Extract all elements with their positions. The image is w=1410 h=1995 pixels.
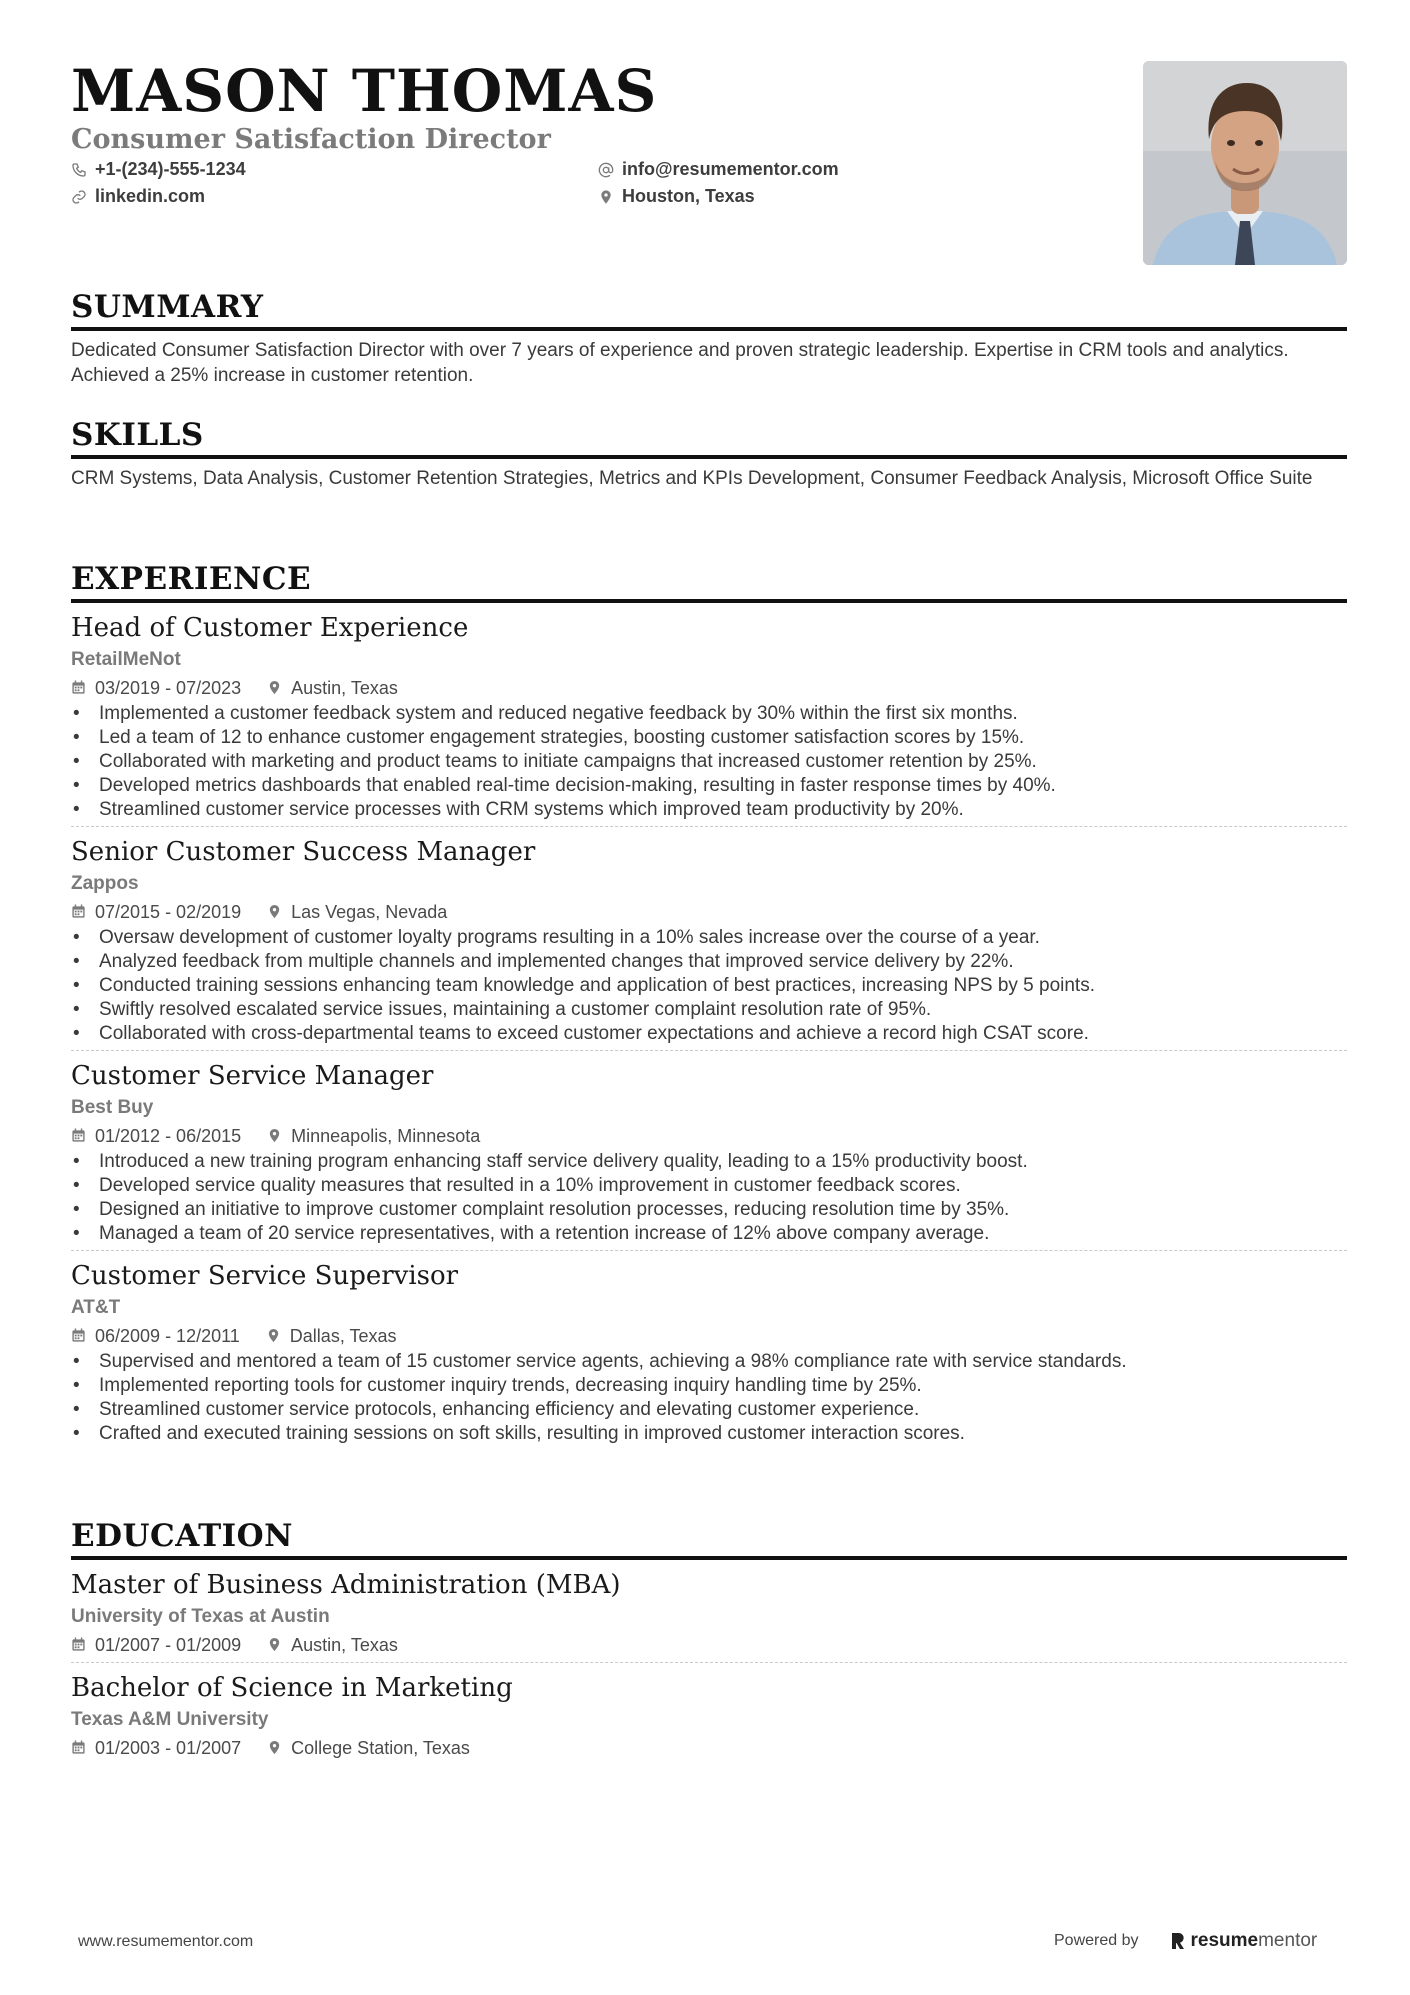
job-location: Austin, Texas	[291, 677, 398, 698]
date-range: 07/2015 - 02/2019	[95, 901, 242, 922]
education-section	[71, 1519, 1347, 1771]
achievement-item: • Streamlined customer service protocols, enhancing efficiency and elevating customer experience.	[71, 1398, 1347, 1422]
contact-phone[interactable]	[71, 159, 246, 180]
brand-logo[interactable]	[1169, 1930, 1318, 1952]
footer-website[interactable]: www.resumementor.com	[78, 1933, 254, 1950]
date-location-row	[71, 1632, 1347, 1658]
date-location-row	[71, 1323, 1347, 1349]
achievement-item: • Collaborated with marketing and product teams to initiate campaigns that increased customer retention by 25%.	[71, 750, 1347, 774]
achievement-item: • Crafted and executed training sessions on soft skills, resulting in improved customer interaction scores.	[71, 1422, 1347, 1446]
degree-name: Master of Business Administration (MBA)	[71, 1569, 621, 1600]
job-entry	[71, 1059, 1347, 1251]
resume-header	[71, 58, 1347, 268]
location-pin-icon	[267, 1637, 282, 1652]
date-location-row	[71, 1123, 1347, 1149]
resumementor-logo-icon	[1169, 1931, 1187, 1951]
company-name: RetailMeNot	[71, 648, 181, 670]
achievement-item: • Led a team of 12 to enhance customer engagement strategies, boosting customer satisfaction scores by 15%.	[71, 726, 1347, 750]
summary-text: Dedicated Consumer Satisfaction Director with over 7 years of experience and proven strategic leadership. Expertise in CRM tools and analytics. Achieved a 25% increase in customer retention.	[71, 339, 1289, 386]
job-location: Las Vegas, Nevada	[291, 901, 448, 922]
achievement-item: • Implemented reporting tools for customer inquiry trends, decreasing inquiry handling time by 25%.	[71, 1374, 1347, 1398]
achievement-item: • Swiftly resolved escalated service issues, maintaining a customer complaint resolution rate of 95%.	[71, 998, 1347, 1022]
calendar-icon	[71, 1328, 86, 1343]
location-pin-icon	[598, 189, 614, 205]
achievement-item: • Oversaw development of customer loyalty programs resulting in a 10% sales increase over the course of a year.	[71, 926, 1347, 950]
candidate-name: MASON THOMAS	[71, 57, 658, 125]
powered-by-label: Powered by	[1054, 1932, 1139, 1949]
location-pin-icon	[267, 680, 282, 695]
location-pin-icon	[266, 1328, 281, 1343]
brand-name-light: mentor	[1258, 1930, 1318, 1951]
education-list	[71, 1568, 1347, 1765]
company-name: Best Buy	[71, 1096, 154, 1118]
job-role: Customer Service Supervisor	[71, 1260, 459, 1291]
linkedin-text: linkedin.com	[95, 186, 206, 206]
experience-section	[71, 562, 1347, 1456]
achievement-item: • Supervised and mentored a team of 15 customer service agents, achieving a 98% compliance rate with service standards.	[71, 1350, 1347, 1374]
location-text: Houston, Texas	[622, 186, 755, 206]
achievement-list	[71, 1150, 1347, 1246]
calendar-icon	[71, 680, 86, 695]
achievement-item: • Conducted training sessions enhancing team knowledge and application of best practices, increasing NPS by 5 points.	[71, 974, 1347, 998]
portrait-illustration	[1143, 61, 1347, 265]
at-icon	[598, 162, 614, 178]
contact-linkedin[interactable]	[71, 186, 205, 207]
contact-location	[598, 186, 755, 207]
summary-section	[71, 290, 1347, 388]
skills-section	[71, 418, 1347, 491]
candidate-title: Consumer Satisfaction Director	[71, 124, 551, 155]
skills-text: CRM Systems, Data Analysis, Customer Retention Strategies, Metrics and KPIs Development, Consumer Feedback Analysis, Microsoft Office Suite	[71, 467, 1313, 489]
job-entry	[71, 611, 1347, 827]
job-entry	[71, 835, 1347, 1051]
company-name: Zappos	[71, 872, 139, 894]
date-range: 06/2009 - 12/2011	[95, 1325, 240, 1346]
achievement-item: • Developed service quality measures that resulted in a 10% improvement in customer feedback scores.	[71, 1174, 1347, 1198]
achievement-item: • Designed an initiative to improve customer complaint resolution processes, reducing resolution time by 35%.	[71, 1198, 1347, 1222]
phone-icon	[71, 162, 87, 178]
contact-email[interactable]	[598, 159, 839, 180]
job-location: Dallas, Texas	[289, 1325, 397, 1346]
footer-branding	[1054, 1930, 1317, 1952]
link-icon	[71, 189, 87, 205]
achievement-list	[71, 926, 1347, 1046]
summary-heading: SUMMARY	[71, 290, 1347, 331]
school-name: Texas A&M University	[71, 1708, 269, 1730]
calendar-icon	[71, 904, 86, 919]
education-heading: EDUCATION	[71, 1519, 1347, 1560]
email-text: info@resumementor.com	[622, 159, 839, 179]
achievement-item: • Implemented a customer feedback system and reduced negative feedback by 30% within the first six months.	[71, 702, 1347, 726]
achievement-item: • Analyzed feedback from multiple channels and implemented changes that improved service delivery by 22%.	[71, 950, 1347, 974]
experience-list	[71, 611, 1347, 1450]
achievement-item: • Collaborated with cross-departmental teams to exceed customer expectations and achieve a record high CSAT score.	[71, 1022, 1347, 1046]
achievement-item: • Introduced a new training program enhancing staff service delivery quality, leading to a 15% productivity boost.	[71, 1150, 1347, 1174]
job-entry	[71, 1259, 1347, 1450]
achievement-item: • Developed metrics dashboards that enabled real-time decision-making, resulting in faster response times by 40%.	[71, 774, 1347, 798]
job-location: Minneapolis, Minnesota	[291, 1125, 481, 1146]
date-range: 03/2019 - 07/2023	[95, 677, 242, 698]
date-location-row	[71, 899, 1347, 925]
location-pin-icon	[267, 1128, 282, 1143]
location-pin-icon	[267, 1740, 282, 1755]
phone-text: +1-(234)-555-1234	[95, 159, 246, 179]
degree-name: Bachelor of Science in Marketing	[71, 1672, 513, 1703]
experience-heading: EXPERIENCE	[71, 562, 1347, 603]
achievement-list	[71, 1350, 1347, 1446]
school-name: University of Texas at Austin	[71, 1605, 330, 1627]
date-range: 01/2003 - 01/2007	[95, 1737, 242, 1758]
date-range: 01/2007 - 01/2009	[95, 1634, 242, 1655]
education-entry	[71, 1568, 1347, 1663]
job-role: Senior Customer Success Manager	[71, 836, 536, 867]
profile-photo	[1143, 61, 1347, 265]
calendar-icon	[71, 1637, 86, 1652]
job-role: Head of Customer Experience	[71, 612, 469, 643]
achievement-item: • Streamlined customer service processes with CRM systems which improved team productivity by 20%.	[71, 798, 1347, 822]
job-location: Austin, Texas	[291, 1634, 398, 1655]
achievement-item: • Managed a team of 20 service representatives, with a retention increase of 12% above company average.	[71, 1222, 1347, 1246]
date-location-row	[71, 1735, 1347, 1761]
company-name: AT&T	[71, 1296, 121, 1318]
job-location: College Station, Texas	[291, 1737, 470, 1758]
date-range: 01/2012 - 06/2015	[95, 1125, 242, 1146]
calendar-icon	[71, 1128, 86, 1143]
calendar-icon	[71, 1740, 86, 1755]
achievement-list	[71, 702, 1347, 822]
job-role: Customer Service Manager	[71, 1060, 434, 1091]
location-pin-icon	[267, 904, 282, 919]
skills-heading: SKILLS	[71, 418, 1347, 459]
education-entry	[71, 1671, 1347, 1765]
date-location-row	[71, 675, 1347, 701]
brand-name-bold: resume	[1190, 1930, 1259, 1951]
